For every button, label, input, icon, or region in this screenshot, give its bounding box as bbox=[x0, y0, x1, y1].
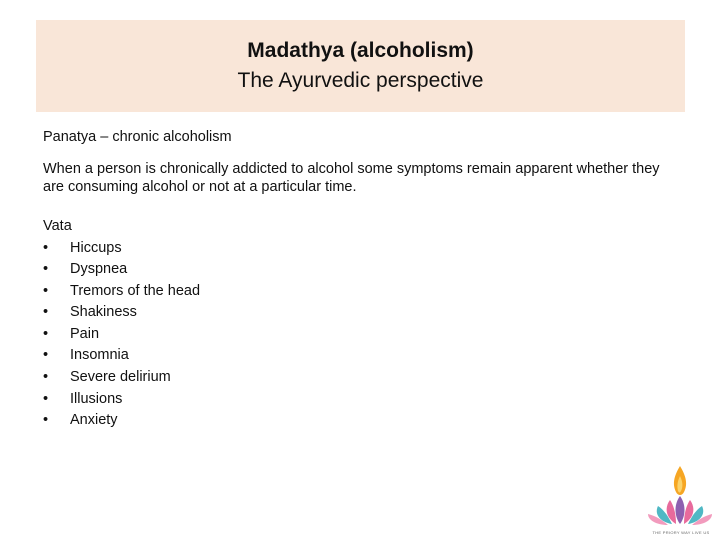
title-banner bbox=[36, 20, 685, 112]
bullet: • bbox=[43, 412, 49, 429]
list-item bbox=[43, 367, 683, 389]
bullet: • bbox=[43, 239, 49, 256]
lamp-lotus-logo-icon bbox=[640, 462, 720, 540]
bullet: • bbox=[43, 261, 49, 278]
bullet: • bbox=[43, 325, 49, 342]
list-item-text: Illusions bbox=[70, 390, 123, 407]
symptom-list bbox=[43, 238, 683, 432]
list-item bbox=[43, 281, 683, 303]
list-item bbox=[43, 410, 683, 432]
bullet: • bbox=[43, 369, 49, 386]
list-item bbox=[43, 302, 683, 324]
list-item bbox=[43, 238, 683, 260]
bullet: • bbox=[43, 282, 49, 299]
list-item-text: Dyspnea bbox=[70, 261, 128, 278]
bullet: • bbox=[43, 347, 49, 364]
list-item-text: Anxiety bbox=[70, 412, 118, 429]
list-item-text: Insomnia bbox=[70, 347, 129, 364]
bullet: • bbox=[43, 304, 49, 321]
slide-subtitle: The Ayurvedic perspective bbox=[237, 69, 484, 92]
list-item bbox=[43, 324, 683, 346]
slide-title: Madathya (alcoholism) bbox=[247, 39, 474, 62]
subheading: Panatya – chronic alcoholism bbox=[43, 129, 232, 145]
list-item bbox=[43, 389, 683, 411]
slide-content bbox=[43, 128, 683, 432]
list-item-text: Pain bbox=[70, 325, 100, 342]
list-item-text: Hiccups bbox=[70, 239, 122, 256]
list-item bbox=[43, 345, 683, 367]
list-item bbox=[43, 259, 683, 281]
description-paragraph: When a person is chronically addicted to alcohol some symptoms remain apparent whether they are consuming alcohol or not at a particular time. bbox=[43, 161, 660, 195]
bullet: • bbox=[43, 390, 49, 407]
list-item-text: Tremors of the head bbox=[70, 282, 201, 299]
logo-caption: THE PRIORY WAY LIVE US bbox=[652, 530, 710, 535]
list-item-text: Severe delirium bbox=[70, 369, 171, 386]
list-item-text: Shakiness bbox=[70, 304, 137, 321]
section-label-vata: Vata bbox=[43, 218, 72, 234]
